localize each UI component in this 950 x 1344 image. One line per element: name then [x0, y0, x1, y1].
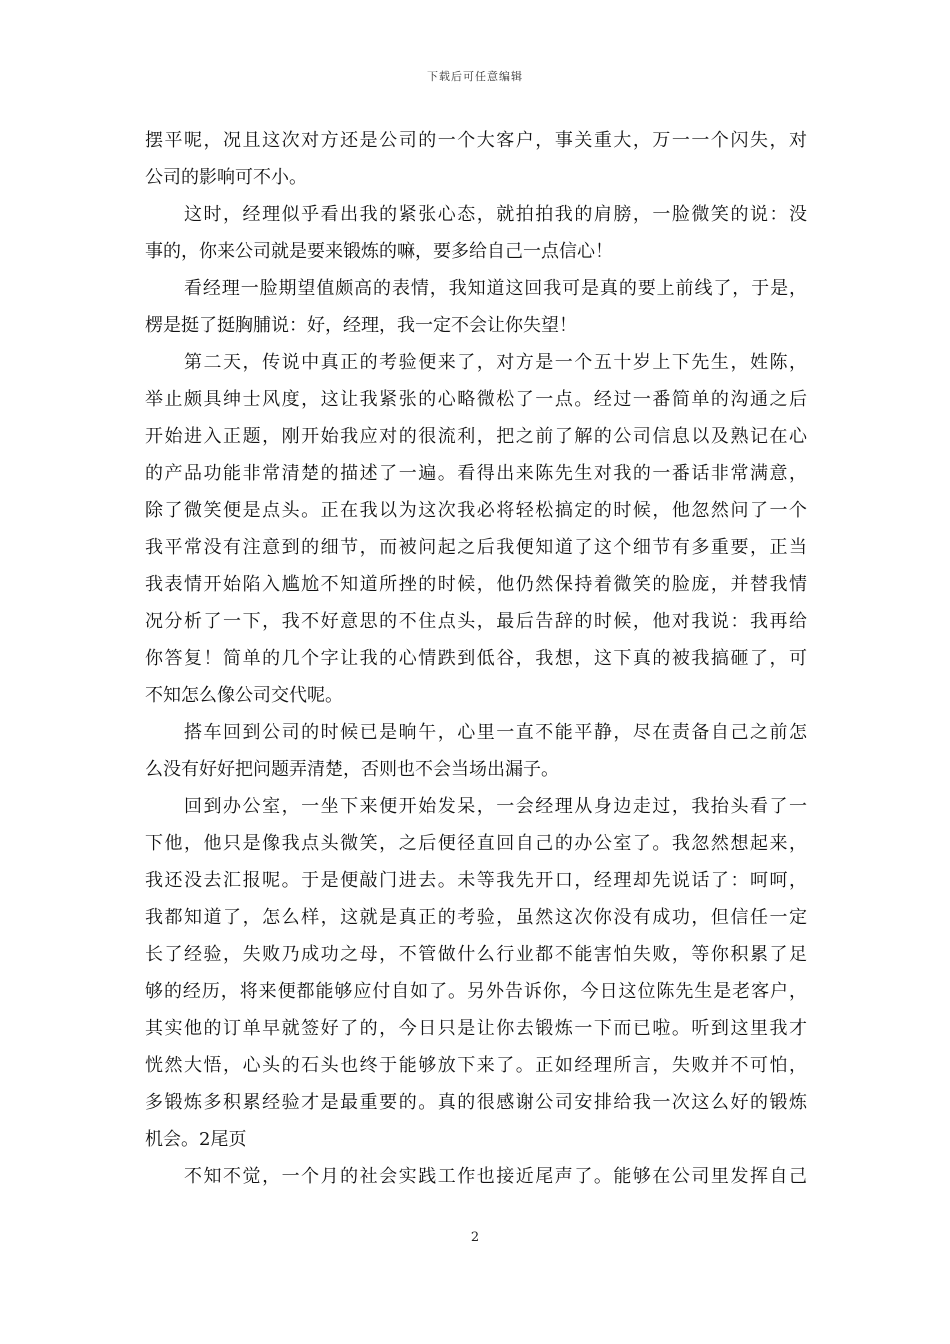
page-number: 2	[470, 1230, 480, 1245]
text-line: 下他，他只是像我点头微笑，之后便径直回自己的办公室了。我忽然想起来，	[145, 833, 807, 854]
document-body	[145, 122, 807, 1195]
text-line: 我都知道了，怎么样，这就是真正的考验，虽然这次你没有成功，但信任一定	[145, 907, 807, 928]
text-line: 楞是挺了挺胸脯说：好，经理，我一定不会让你失望！	[145, 315, 577, 336]
text-line: 么没有好好把问题弄清楚，否则也不会当场出漏子。	[145, 759, 559, 780]
text-line: 我平常没有注意到的细节，而被问起之后我便知道了这个细节有多重要，正当	[145, 537, 807, 558]
text-line: 搭车回到公司的时候已是晌午，心里一直不能平静，尽在责备自己之前怎	[184, 722, 807, 743]
text-line: 除了微笑便是点头。正在我以为这次我必将轻松搞定的时候，他忽然问了一个	[145, 500, 807, 521]
text-line: 这时，经理似乎看出我的紧张心态，就拍拍我的肩膀，一脸微笑的说：没	[184, 204, 807, 225]
text-line: 恍然大悟，心头的石头也终于能够放下来了。正如经理所言，失败并不可怕，	[145, 1055, 807, 1076]
text-line: 够的经历，将来便都能够应付自如了。另外告诉你，今日这位陈先生是老客户，	[145, 981, 807, 1002]
text-line: 我表情开始陷入尴尬不知道所挫的时候，他仍然保持着微笑的脸庞，并替我情	[145, 574, 807, 595]
page-header: 下载后可任意编辑	[427, 70, 523, 83]
text-line: 长了经验，失败乃成功之母，不管做什么行业都不能害怕失败，等你积累了足	[145, 944, 807, 965]
text-line: 机会。2尾页	[145, 1129, 247, 1150]
text-line: 不知怎么像公司交代呢。	[145, 685, 343, 706]
text-line: 第二天，传说中真正的考验便来了，对方是一个五十岁上下先生，姓陈，	[184, 352, 807, 373]
text-line: 事的，你来公司就是要来锻炼的嘛，要多给自己一点信心！	[145, 241, 613, 262]
text-line: 公司的影响可不小。	[145, 167, 307, 188]
text-line: 多锻炼多积累经验才是最重要的。真的很感谢公司安排给我一次这么好的锻炼	[145, 1092, 807, 1113]
text-line: 回到办公室，一坐下来便开始发呆，一会经理从身边走过，我抬头看了一	[184, 796, 807, 817]
text-line: 我还没去汇报呢。于是便敲门进去。未等我先开口，经理却先说话了：呵呵，	[145, 870, 807, 891]
text-line: 你答复！简单的几个字让我的心情跌到低谷，我想，这下真的被我搞砸了，可	[145, 648, 807, 669]
text-line: 举止颇具绅士风度，这让我紧张的心略微松了一点。经过一番简单的沟通之后	[145, 389, 807, 410]
text-line: 开始进入正题，刚开始我应对的很流利，把之前了解的公司信息以及熟记在心	[145, 426, 807, 447]
text-line: 不知不觉，一个月的社会实践工作也接近尾声了。能够在公司里发挥自己	[184, 1166, 807, 1187]
text-line: 看经理一脸期望值颇高的表情，我知道这回我可是真的要上前线了，于是，	[184, 278, 807, 299]
text-line: 的产品功能非常清楚的描述了一遍。看得出来陈先生对我的一番话非常满意，	[145, 463, 807, 484]
text-line: 摆平呢，况且这次对方还是公司的一个大客户，事关重大，万一一个闪失，对	[145, 130, 807, 151]
text-line: 其实他的订单早就签好了的，今日只是让你去锻炼一下而已啦。听到这里我才	[145, 1018, 807, 1039]
text-line: 况分析了一下，我不好意思的不住点头，最后告辞的时候，他对我说：我再给	[145, 611, 807, 632]
